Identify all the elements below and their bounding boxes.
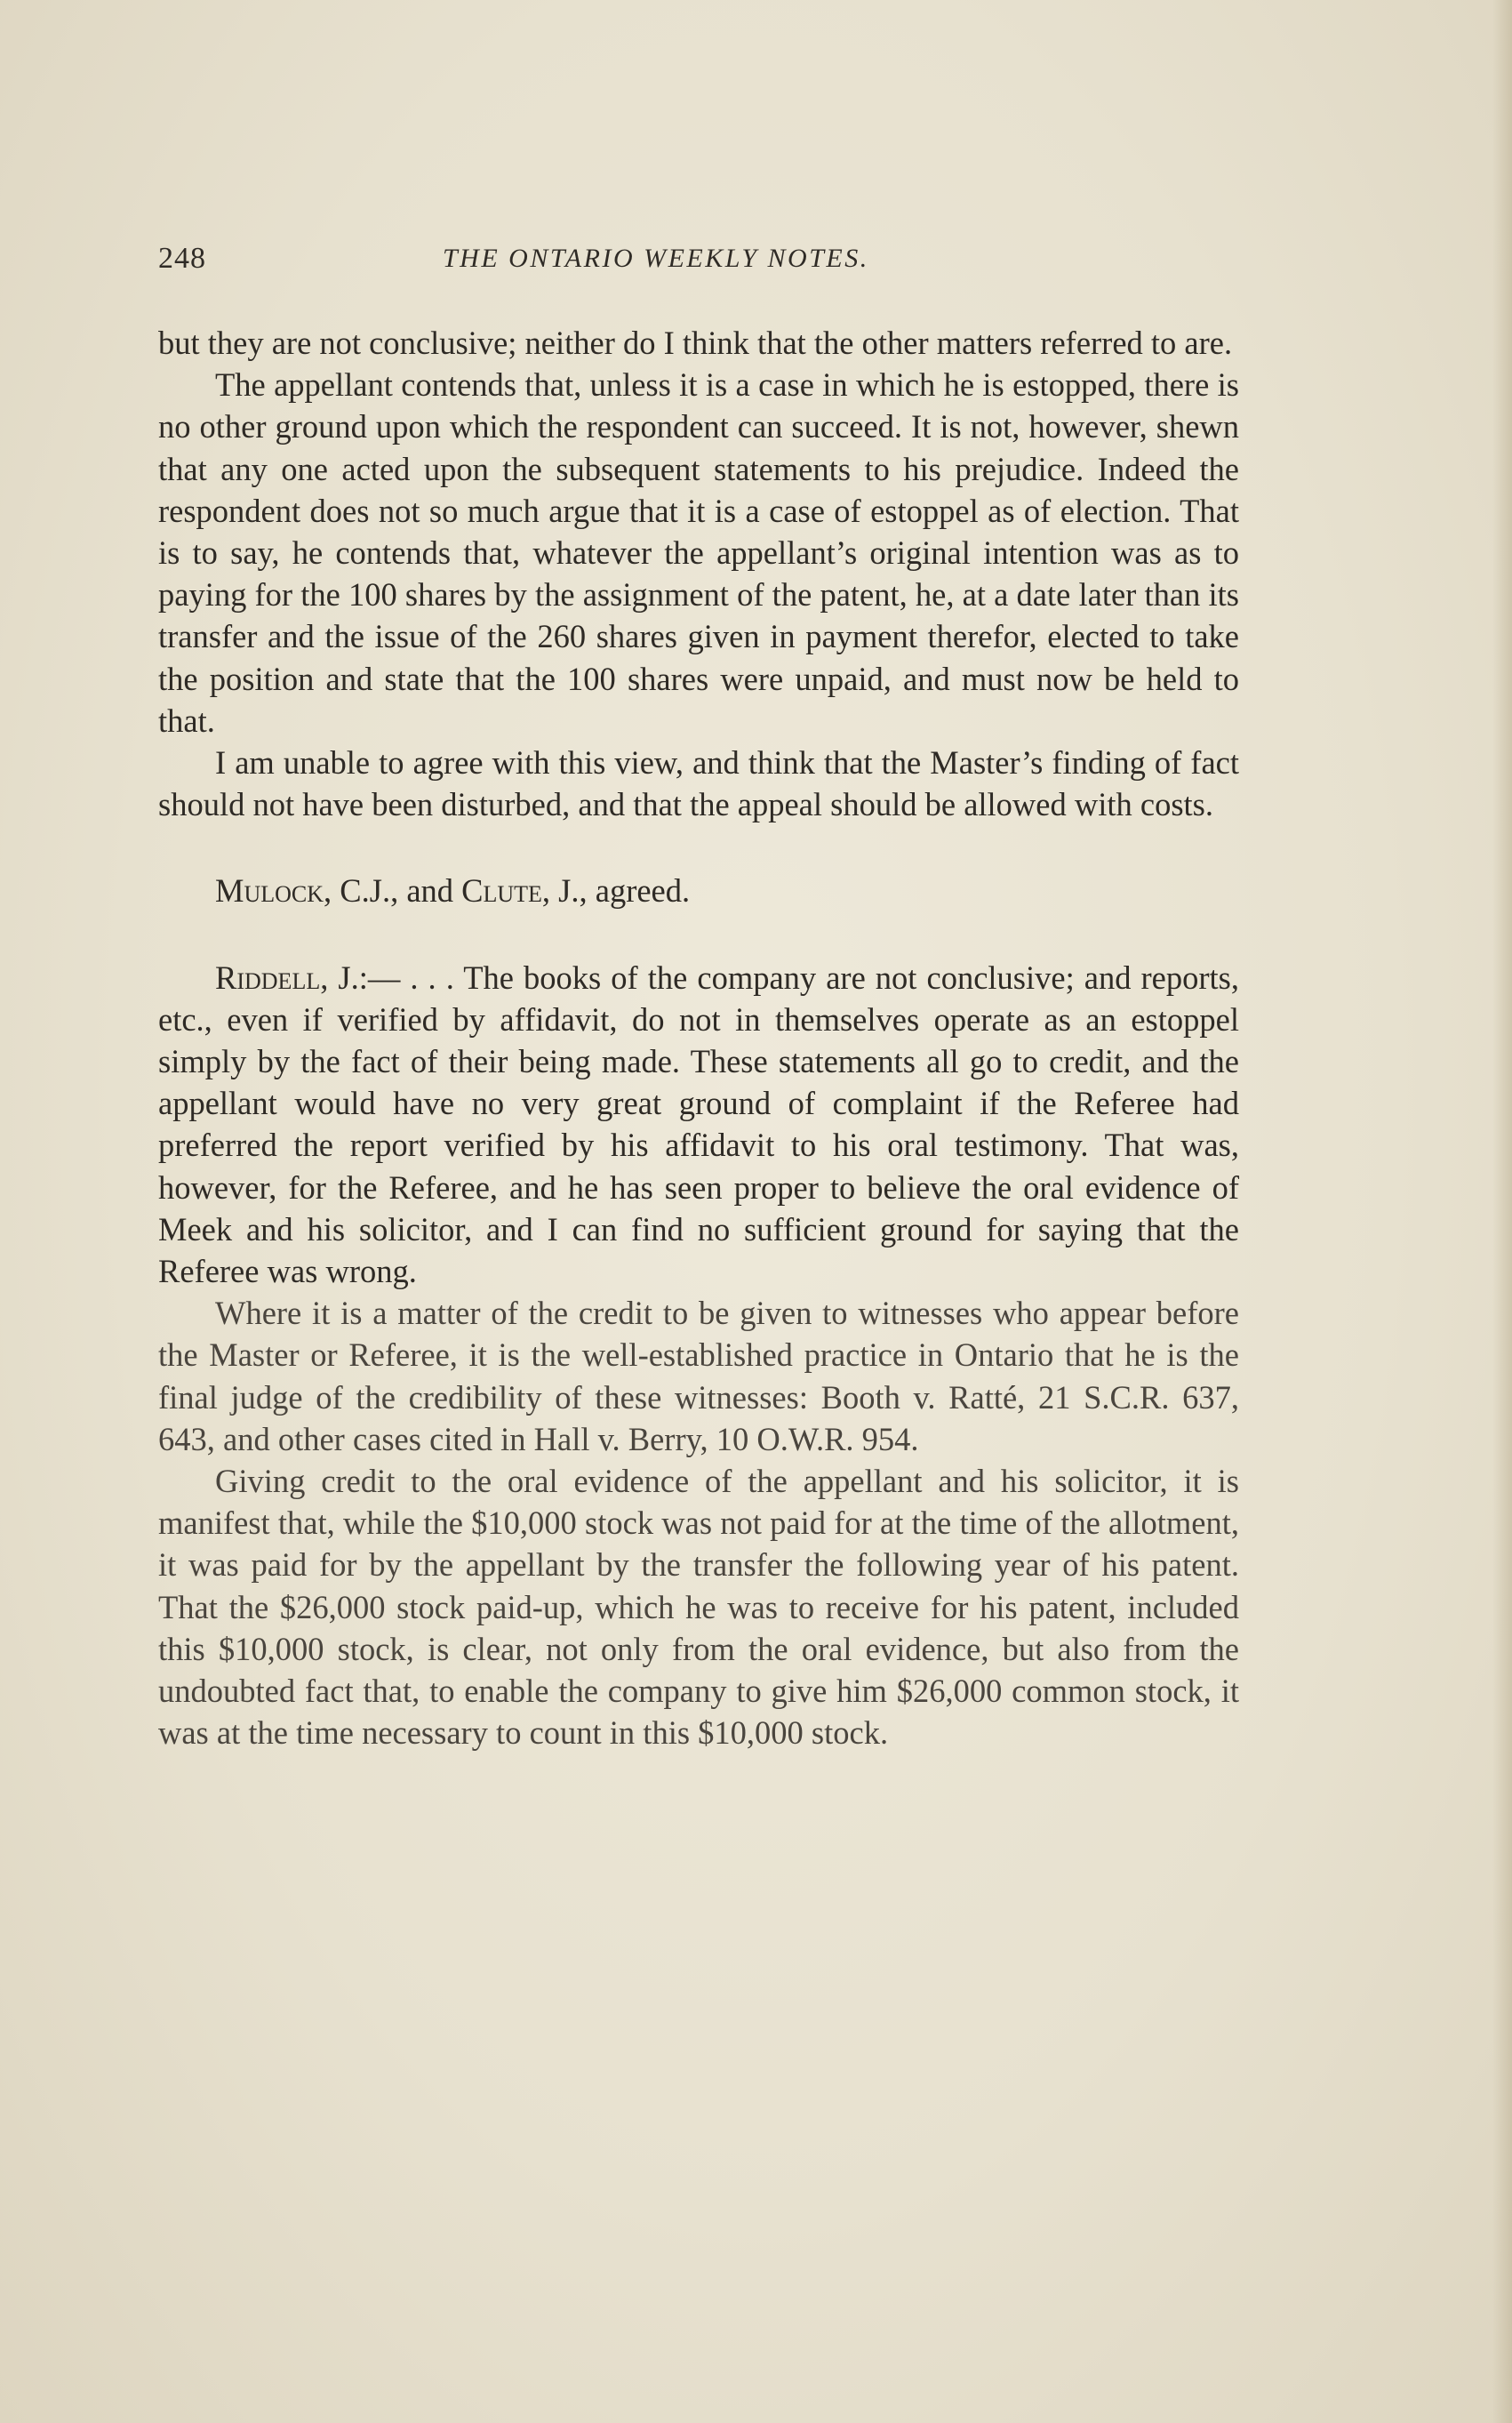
page-header xyxy=(158,242,1239,286)
riddell-ellipsis: . . . xyxy=(400,959,464,996)
judge-name-clute: Clute xyxy=(461,872,542,910)
paragraph-credit-of-witnesses: Where it is a matter of the credit to be given to witnesses who appear before the Master or Referee, it is the well-established practice in Ontario that he is the final judge of the credibility of these witnesses: Booth v. Ratté, 21 S.C.R. 637, 643, and other cases cited in Hall v. Berry, 10 O.W.R. 954. xyxy=(158,1295,1239,1457)
paragraph-appellant-contends: The appellant contends that, unless it is a case in which he is estopped, there is no other ground upon which the respondent can succeed. It is not, however, shewn that any one acted upon the subsequent statements to his prejudice. Indeed the respondent does not so much argue that it is a case of estoppel as of election. That is to say, he contends that, whatever the appellant’s original intention was as to paying for the 100 shares by the assignment of the patent, he, at a date later than its transfer and the issue of the 260 shares given in payment therefor, elected to take the position and state that the 100 shares were unpaid, and must now be held to that. xyxy=(158,366,1239,739)
page-number: 248 xyxy=(158,242,206,275)
paragraph-giving-credit: Giving credit to the oral evidence of the appellant and his solicitor, it is manifest that, while the $10,000 stock was not paid for at the time of the allotment, it was paid for by the appellant by the transfer the following year of his patent. That the $26,000 stock paid-up, which he was to receive for his patent, included this $10,000 stock, is clear, not only from the oral evidence, but also from the undoubted fact that, to enable the company to give him $26,000 common stock, it was at the time necessary to count in this $10,000 stock. xyxy=(158,1463,1239,1752)
page-body xyxy=(158,322,1239,1754)
paragraph-unable-to-agree: I am unable to agree with this view, and think that the Master’s finding of fact should not have been disturbed, and that the appeal should be allowed with costs. xyxy=(158,744,1239,823)
agreement-line xyxy=(158,870,1239,911)
page-edge-shadow xyxy=(1492,0,1512,2423)
paragraph-riddell xyxy=(158,957,1239,1293)
judge-name-mulock: Mulock xyxy=(215,872,324,910)
agreement-text-2: , J., agreed. xyxy=(541,872,691,910)
judge-name-riddell: Riddell xyxy=(215,959,321,996)
agreement-text-1: , C.J., and xyxy=(324,872,462,910)
riddell-text: The books of the company are not conclusive; and reports, etc., even if verified by affidavit, do not in themselves operate as an estoppel simply by the fact of their being made. These statements all go to credit, and the appellant would have no very great ground of complaint if the Referee had preferred the report verified by his affidavit to his oral testimony. That was, however, for the Referee, and he has seen proper to believe the oral evidence of Meek and his solicitor, and I can find no sufficient ground for saying that the Referee was wrong. xyxy=(158,959,1239,1290)
running-head: THE ONTARIO WEEKLY NOTES. xyxy=(443,244,869,273)
paragraph-continued: but they are not conclusive; neither do I think that the other matters referred to are. xyxy=(158,325,1233,361)
riddell-suffix: , J.:— xyxy=(320,959,401,996)
